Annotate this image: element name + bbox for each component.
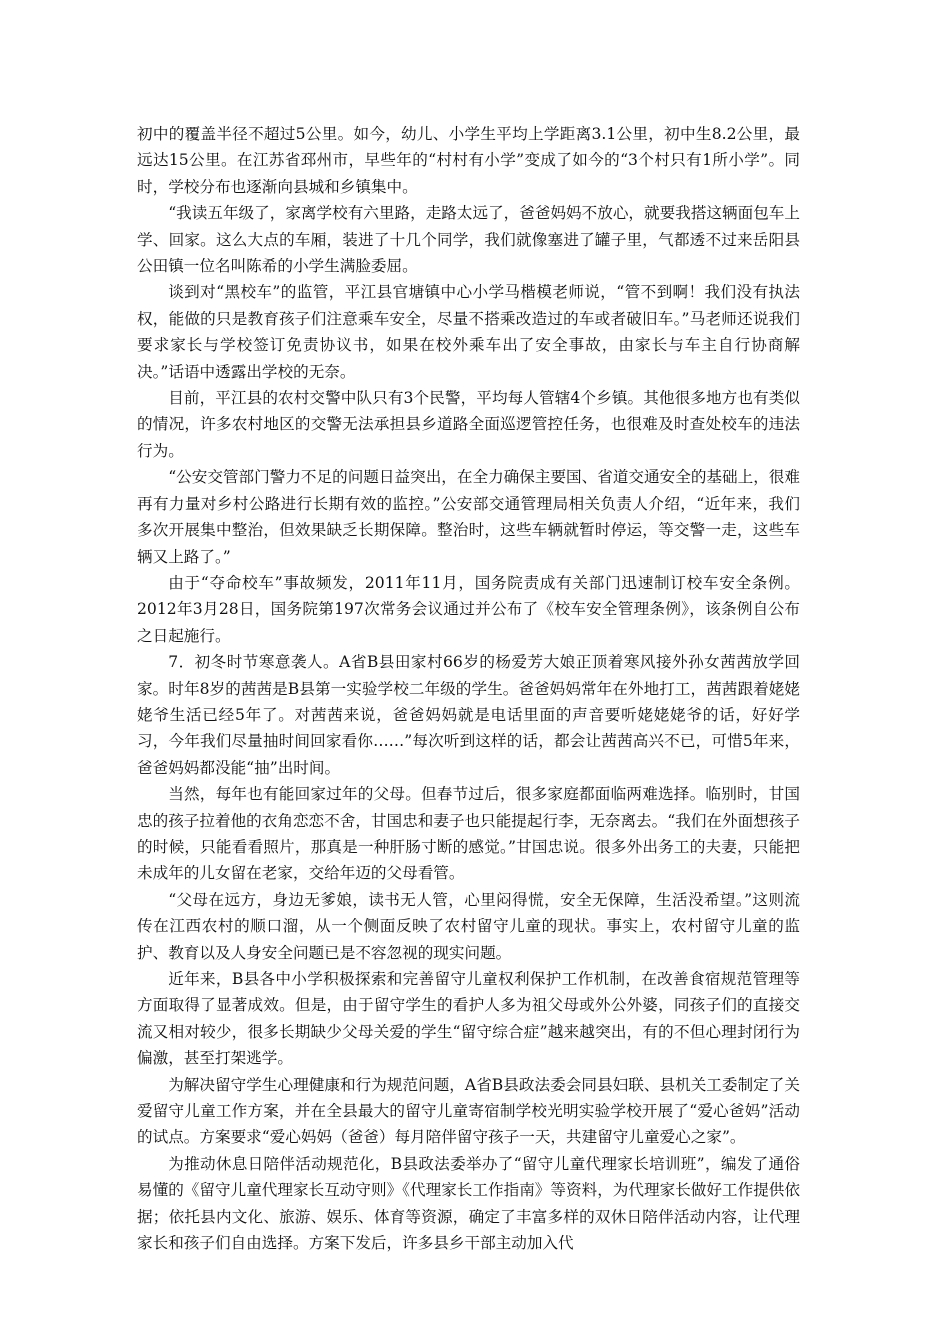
paragraph: 近年来，B县各中小学积极探索和完善留守儿童权利保护工作机制，在改善食宿规范管理等方面取得了显著成效。但是，由于留守学生的看护人多为祖父母或外公外婆，同孩子们的直接交流又相对较少，很多长期缺少父母关爱的学生“留守综合症”越来越突出，有的不但心理封闭行为偏激，甚至打架逃学。 bbox=[137, 970, 800, 1068]
paragraph: 为推动休息日陪伴活动规范化，B县政法委举办了“留守儿童代理家长培训班”，编发了通俗易懂的《留守儿童代理家长互动守则》《代理家长工作指南》等资料，为代理家长做好工作提供依据；依托县内文化、旅游、娱乐、体育等资源，确定了丰富多样的双休日陪伴活动内容，让代理家长和孩子们自由选择。方案下发后，许多县乡干部主动加入代 bbox=[137, 1154, 800, 1253]
paragraph: 谈到对“黑校车”的监管，平江县官塘镇中心小学马楷模老师说，“管不到啊！我们没有执法权，能做的只是教育孩子们注意乘车安全，尽量不搭乘改造过的车或者破旧车。”马老师还说我们要求家长与学校签订免责协议书，如果在校外乘车出了安全事故，由家长与车主自行协商解决。”话语中透露出学校的无奈。 bbox=[137, 283, 800, 381]
document-body bbox=[137, 121, 800, 1256]
paragraph: “父母在远方，身边无爹娘，读书无人管，心里闷得慌，安全无保障，生活没希望。”这则流传在江西农村的顺口溜，从一个侧面反映了农村留守儿童的现状。事实上，农村留守儿童的监护、教育以及人身安全问题已是不容忽视的现实问题。 bbox=[137, 890, 800, 962]
paragraph: “公安交管部门警力不足的问题日益突出，在全力确保主要国、省道交通安全的基础上，很难再有力量对乡村公路进行长期有效的监控。”公安部交通管理局相关负责人介绍，“近年来，我们多次开展集中整治，但效果缺乏长期保障。整治时，这些车辆就暂时停运，等交警一走，这些车辆又上路了。” bbox=[137, 468, 800, 566]
paragraph: 目前，平江县的农村交警中队只有3个民警，平均每人管辖4个乡镇。其他很多地方也有类似的情况，许多农村地区的交警无法承担县乡道路全面巡逻管控任务，也很难及时查处校车的违法行为。 bbox=[137, 389, 800, 460]
paragraph: “我读五年级了，家离学校有六里路，走路太远了，爸爸妈妈不放心，就要我搭这辆面包车上学、回家。这么大点的车厢，装进了十几个同学，我们就像塞进了罐子里，气都透不过来岳阳县公田镇一位名叫陈希的小学生满脸委屈。 bbox=[137, 204, 800, 276]
paragraph-item-7: 7．初冬时节寒意袭人。A省B县田家村66岁的杨爱芳大娘正顶着寒风接外孙女茜茜放学回家。时年8岁的茜茜是B县第一实验学校二年级的学生。爸爸妈妈常年在外地打工，茜茜跟着姥姥姥爷生活已经5年了。对茜茜来说，爸爸妈妈就是电话里面的声音要听姥姥姥爷的话，好好学习，今年我们尽量抽时间回家看你……”每次听到这样的话，都会让茜茜高兴不已，可惜5年来，爸爸妈妈都没能“抽”出时间。 bbox=[137, 653, 800, 777]
paragraph: 当然，每年也有能回家过年的父母。但春节过后，很多家庭都面临两难选择。临别时，甘国忠的孩子拉着他的衣角恋恋不舍，甘国忠和妻子也只能提起行李，无奈离去。“我们在外面想孩子的时候，只能看看照片，那真是一种肝肠寸断的感觉。”甘国忠说。很多外出务工的夫妻，只能把未成年的儿女留在老家，交给年迈的父母看管。 bbox=[137, 785, 800, 883]
paragraph: 由于“夺命校车”事故频发，2011年11月，国务院责成有关部门迅速制订校车安全条例。2012年3月28日，国务院第197次常务会议通过并公布了《校车安全管理条例》，该条例自公布之日起施行。 bbox=[137, 573, 800, 645]
paragraph-continuation: 初中的覆盖半径不超过5公里。如今，幼儿、小学生平均上学距离3.1公里，初中生8.2公里，最远达15公里。在江苏省邳州市，早些年的“村村有小学”变成了如今的“3个村只有1所小学”。同时，学校分布也逐渐向县城和乡镇集中。 bbox=[137, 125, 800, 196]
paragraph: 为解决留守学生心理健康和行为规范问题，A省B县政法委会同县妇联、县机关工委制定了关爱留守儿童工作方案，并在全县最大的留守儿童寄宿制学校光明实验学校开展了“爱心爸妈”活动的试点。方案要求“爱心妈妈（爸爸）每月陪伴留守孩子一天，共建留守儿童爱心之家”。 bbox=[137, 1075, 800, 1147]
